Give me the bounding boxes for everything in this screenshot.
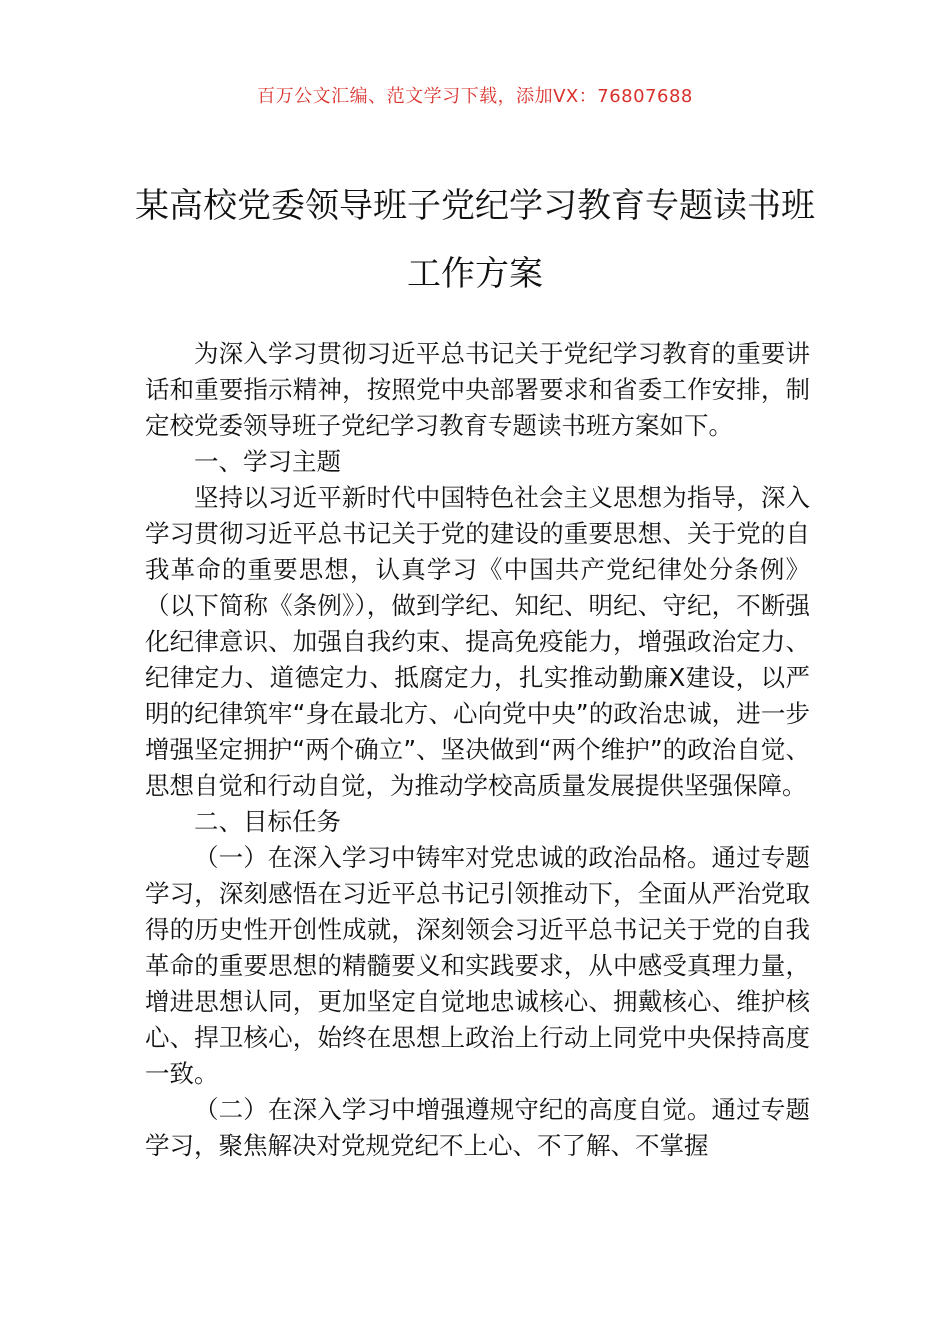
promo-banner: 百万公文汇编、范文学习下载，添加VX：76807688 bbox=[257, 86, 693, 107]
paragraph-intro: 为深入学习贯彻习近平总书记关于党纪学习教育的重要讲话和重要指示精神，按照党中央部署要求和省委工作安排，制定校党委领导班子党纪学习教育专题读书班方案如下。 bbox=[145, 339, 810, 440]
document-title: 某高校党委领导班子党纪学习教育专题读书班工作方案 bbox=[135, 186, 815, 294]
paragraph-task-2: （二）在深入学习中增强遵规守纪的高度自觉。通过专题学习，聚焦解决对党规党纪不上心、不了解、不掌握 bbox=[145, 1095, 810, 1160]
paragraph-task-1: （一）在深入学习中铸牢对党忠诚的政治品格。通过专题学习，深刻感悟在习近平总书记引领推动下，全面从严治党取得的历史性开创性成就，深刻领会习近平总书记关于党的自我革命的重要思想的精髓要义和实践要求，从中感受真理力量，增进思想认同，更加坚定自觉地忠诚核心、拥戴核心、维护核心、捍卫核心，始终在思想上政治上行动上同党中央保持高度一致。 bbox=[145, 843, 810, 1088]
paragraph-theme: 坚持以习近平新时代中国特色社会主义思想为指导，深入学习贯彻习近平总书记关于党的建设的重要思想、关于党的自我革命的重要思想，认真学习《中国共产党纪律处分条例》（以下简称《条例》），做到学纪、知纪、明纪、守纪，不断强化纪律意识、加强自我约束、提高免疫能力，增强政治定力、纪律定力、道德定力、抵腐定力，扎实推动勤廉X建设，以严明的纪律筑牢“身在最北方、心向党中央”的政治忠诚，进一步增强坚定拥护“两个确立”、坚决做到“两个维护”的政治自觉、思想自觉和行动自觉，为推动学校高质量发展提供坚强保障。 bbox=[145, 483, 810, 800]
document-body bbox=[145, 336, 810, 1164]
section-heading-1: 一、学习主题 bbox=[194, 447, 341, 476]
section-heading-2: 二、目标任务 bbox=[194, 807, 341, 836]
